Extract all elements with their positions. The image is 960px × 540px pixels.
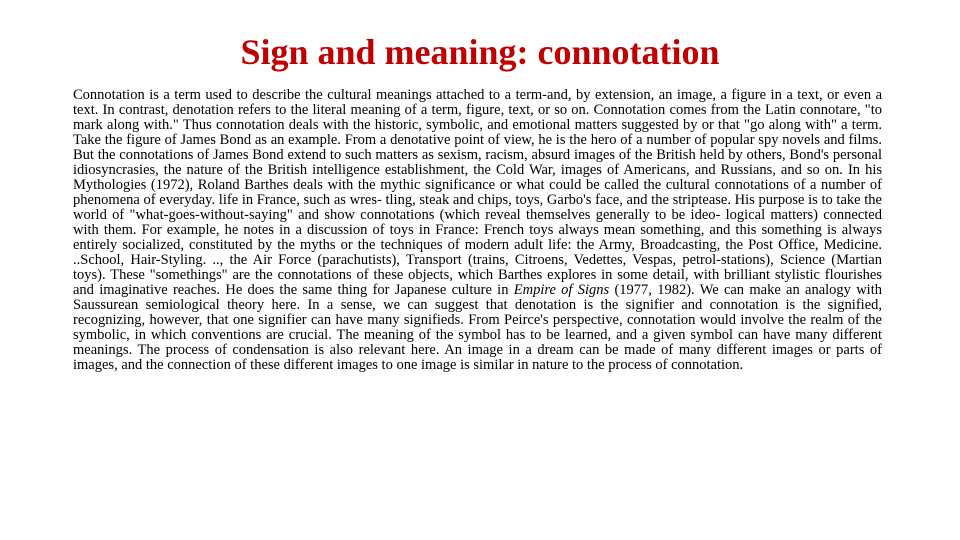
body-paragraph	[73, 88, 882, 373]
body-text-part-1: Connotation is a term used to describe the cultural meanings attached to a term-and, by extension, an image, a figure in a text, or even a text. In contrast, denotation refers to the literal meaning of a term, figure, text, or so on. Connotation comes from the Latin connotare, "to mark along with." Thus connotation deals with the historic, symbolic, and emotional matters suggested by or that "go along with" a term. Take the figure of James Bond as an example. From a denotative point of view, he is the hero of a number of popular spy novels and films. But the connotations of James Bond extend to such matters as sexism, racism, absurd images of the British held by others, Bond's personal idiosyncrasies, the nature of the British intelligence establishment, the Cold War, images of Americans, and Russians, and so on. In his Mythologies (1972), Roland Barthes deals with the mythic significance or what could be called the cultural connotations of a number of phenomena of everyday. life in France, such as wres- tling, steak and chips, toys, Garbo's face, and the striptease. His purpose is to take the world of "what-goes-without-saying" and show connotations (which reveal themselves generally to be ideo- logical matters) connected with them. For example, he notes in a discussion of toys in France: French toys always mean something, and this something is always entirely socialized, constituted by the myths or the techniques of modern adult life: the Army, Broadcasting, the Post Office, Medicine. ..School, Hair-Styling. .., the Air Force (parachutists), Transport (trains, Citroens, Vedettes, Vespas, petrol-stations), Science (Martian toys). These "somethings" are the connotations of these objects, which Barthes explores in some detail, with brilliant stylistic flourishes and imaginative reaches. He does the same thing for Japanese culture in	[73, 87, 882, 298]
slide-title: Sign and meaning: connotation	[240, 32, 720, 72]
body-text-part-2: (1977, 1982). We can make an analogy with Saussurean semiological theory here. In a sense, we can suggest that denotation is the signifier and connotation is the signified, recognizing, however, that one signifier can have many signifieds. From Peirce's perspective, connotation would involve the realm of the symbolic, in which conventions are crucial. The meaning of the symbol has to be learned, and a given symbol can have many different meanings. The process of condensation is also relevant here. An image in a dream can be made of many different images or parts of images, and the connection of these different images to one image is similar in nature to the process of connotation.	[73, 282, 882, 373]
body-text-italic-title: Empire of Signs	[513, 282, 610, 298]
